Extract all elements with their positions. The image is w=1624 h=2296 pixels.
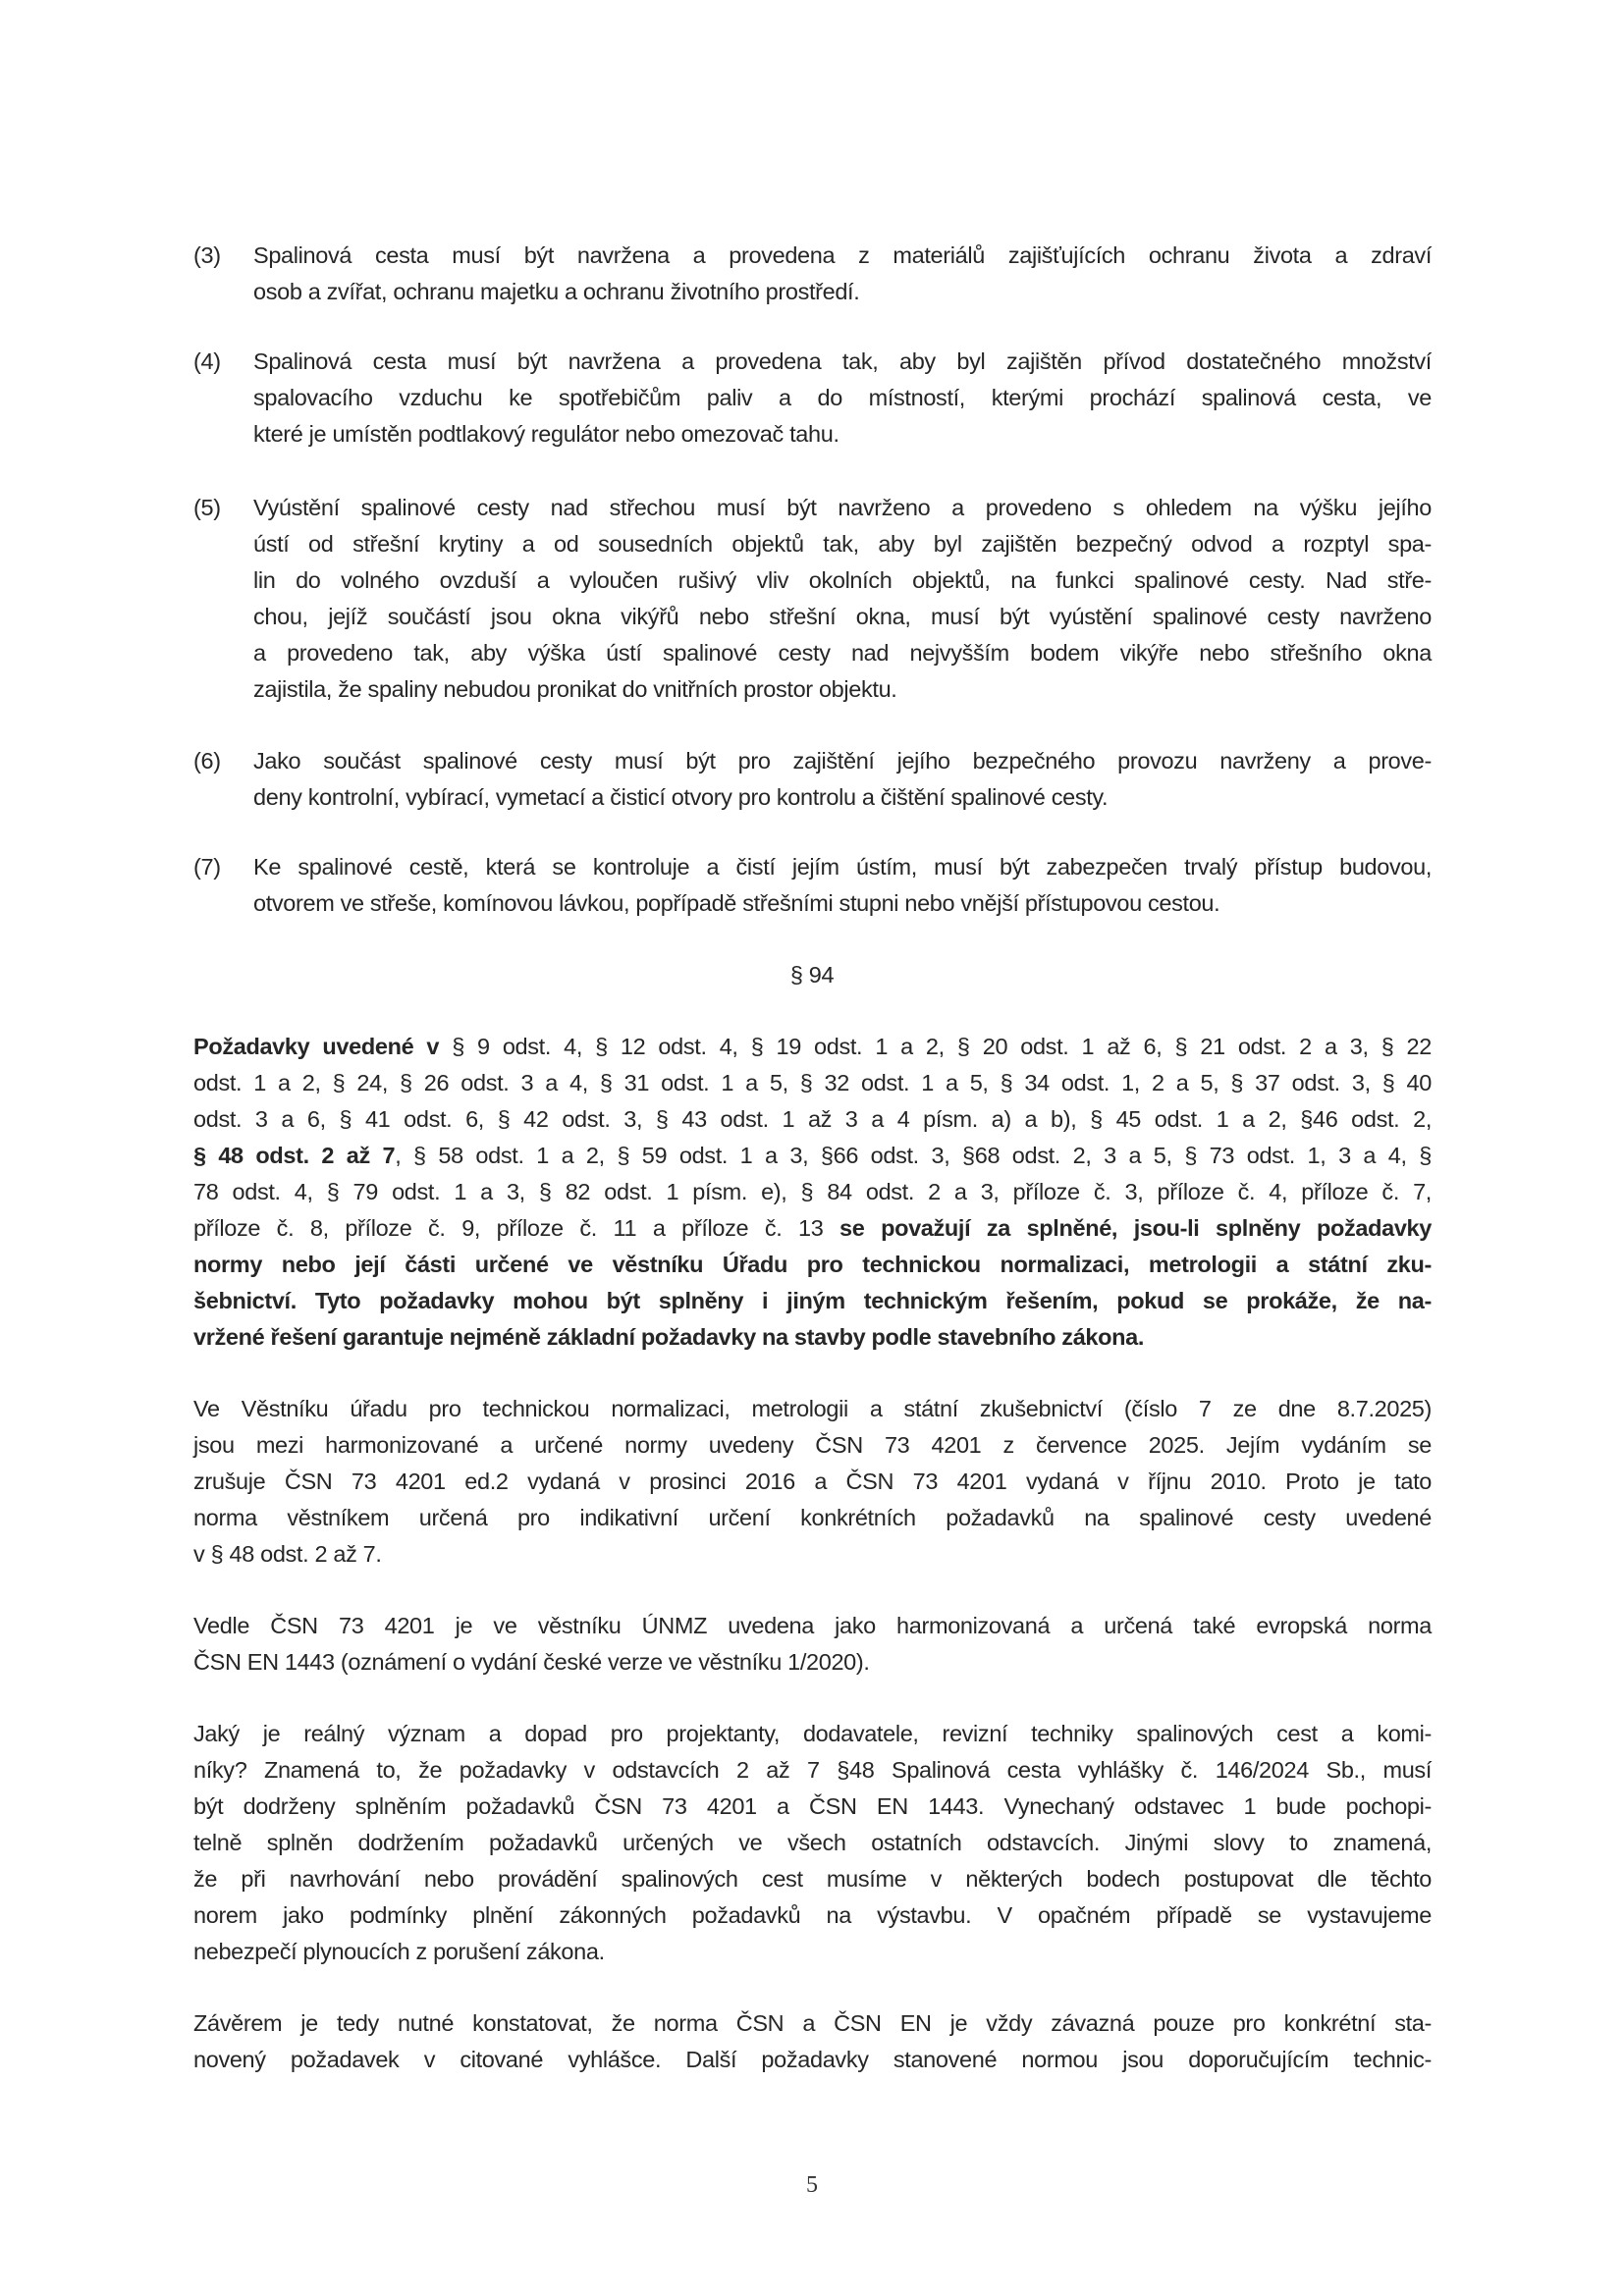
text-line — [193, 1213, 1432, 1243]
text-line — [193, 1032, 1432, 1061]
text-line: deny kontrolní, vybírací, vymetací a čisticí otvory pro kontrolu a čištění spalinové cesty. — [253, 784, 1109, 810]
text-line: Jako součást spalinové cesty musí být pro zajištění jejího bezpečného provozu navrženy a prove- — [253, 748, 1432, 774]
text-line: telně splněn dodržením požadavků určených ve všech ostatních odstavcích. Jinými slovy to znamená, — [193, 1830, 1432, 1855]
text-line: že při navrhování nebo provádění spalinových cest musíme v některých bodech postupovat dle těchto — [193, 1866, 1432, 1892]
text-line: zrušuje ČSN 73 4201 ed.2 vydaná v prosinci 2016 a ČSN 73 4201 vydaná v říjnu 2010. Proto je tato — [193, 1468, 1432, 1494]
bold-text: § 48 odst. 2 až 7 — [193, 1143, 396, 1168]
text-line — [193, 1141, 1432, 1170]
text-line: otvorem ve střeše, komínovou lávkou, popřípadě střešními stupni nebo vnější přístupovou cestou. — [253, 890, 1220, 916]
text-line: Ve Věstníku úřadu pro technickou normalizaci, metrologii a státní zkušebnictví (číslo 7 ze dne 8.7.2025) — [193, 1396, 1432, 1421]
text-line: nebezpečí plynoucích z porušení zákona. — [193, 1939, 605, 1964]
text-line — [193, 1286, 1432, 1315]
text-line: odst. 1 a 2, § 24, § 26 odst. 3 a 4, § 31 odst. 1 a 5, § 32 odst. 1 a 5, § 34 odst. 1, 2 a 5, § 37 odst. 3, § 40 — [193, 1070, 1432, 1095]
item-number: (7) — [193, 854, 221, 880]
text-line: norma věstníkem určená pro indikativní určení konkrétních požadavků na spalinové cesty uvedené — [193, 1505, 1432, 1530]
text-line: odst. 3 a 6, § 41 odst. 6, § 42 odst. 3, § 43 odst. 1 až 3 a 4 písm. a) a b), § 45 odst. 1 a 2, §46 odst. 2, — [193, 1106, 1432, 1132]
text-line: v § 48 odst. 2 až 7. — [193, 1541, 382, 1567]
item-number: (4) — [193, 348, 221, 374]
text-line: zajistila, že spaliny nebudou pronikat do vnitřních prostor objektu. — [253, 676, 897, 702]
item-number: (5) — [193, 495, 221, 520]
text-line: novený požadavek v citované vyhlášce. Další požadavky stanovené normou jsou doporučujícím technic- — [193, 2047, 1432, 2072]
bold-text: šebnictví. Tyto požadavky mohou být splněny i jiným technickým řešením, pokud se prokáže, že na- — [193, 1288, 1432, 1313]
text-line: a provedeno tak, aby výška ústí spalinové cesty nad nejvyšším bodem vikýře nebo střešního okna — [253, 640, 1432, 666]
text-line: být dodrženy splněním požadavků ČSN 73 4201 a ČSN EN 1443. Vynechaný odstavec 1 bude pochopi- — [193, 1793, 1432, 1819]
text-line: Závěrem je tedy nutné konstatovat, že norma ČSN a ČSN EN je vždy závazná pouze pro konkrétní sta- — [193, 2010, 1432, 2036]
item-number: (3) — [193, 242, 221, 268]
text-line: chou, jejíž součástí jsou okna vikýřů nebo střešní okna, musí být vyústění spalinové cesty navrženo — [253, 604, 1432, 629]
text-line: Spalinová cesta musí být navržena a provedena tak, aby byl zajištěn přívod dostatečného množství — [253, 348, 1432, 374]
text-line: které je umístěn podtlakový regulátor nebo omezovač tahu. — [253, 421, 839, 447]
text: , § 58 odst. 1 a 2, § 59 odst. 1 a 3, §66 odst. 3, §68 odst. 2, 3 a 5, § 73 odst. 1, 3 a 4, § — [395, 1143, 1432, 1168]
text-line: spalovacího vzduchu ke spotřebičům paliv a do místností, kterými prochází spalinová cesta, ve — [253, 385, 1432, 410]
bold-text: Požadavky uvedené v — [193, 1034, 440, 1059]
text-line: Spalinová cesta musí být navržena a provedena z materiálů zajišťujících ochranu života a zdraví — [253, 242, 1432, 268]
bold-text: normy nebo její části určené ve věstníku Úřadu pro technickou normalizaci, metrologii a státní zku- — [193, 1252, 1432, 1277]
text-line: níky? Znamená to, že požadavky v odstavcích 2 až 7 §48 Spalinová cesta vyhlášky č. 146/2024 Sb., musí — [193, 1757, 1432, 1783]
text-line: ústí od střešní krytiny a od sousedních objektů tak, aby byl zajištěn bezpečný odvod a rozptyl spa- — [253, 531, 1432, 557]
text-line: lin do volného ovzduší a vyloučen rušivý vliv okolních objektů, na funkci spalinové cesty. Nad stře- — [253, 567, 1432, 593]
item-number: (6) — [193, 748, 221, 774]
text-line — [193, 1250, 1432, 1279]
text-line: osob a zvířat, ochranu majetku a ochranu životního prostředí. — [253, 279, 860, 304]
bold-text: se považují za splněné, jsou-li splněny požadavky — [839, 1215, 1433, 1241]
text-line: Vyústění spalinové cesty nad střechou musí být navrženo a provedeno s ohledem na výšku jejího — [253, 495, 1432, 520]
text-line: ČSN EN 1443 (oznámení o vydání české verze ve věstníku 1/2020). — [193, 1649, 870, 1675]
bold-text: vržené řešení garantuje nejméně základní požadavky na stavby podle stavebního zákona. — [193, 1324, 1145, 1350]
text-line — [193, 1322, 1432, 1352]
text-line: norem jako podmínky plnění zákonných požadavků na výstavbu. V opačném případě se vystavujeme — [193, 1902, 1432, 1928]
page-number: 5 — [806, 2172, 818, 2198]
section-heading: § 94 — [789, 962, 835, 988]
text-line: Jaký je reálný význam a dopad pro projektanty, dodavatele, revizní techniky spalinových cest a komi- — [193, 1721, 1432, 1746]
text-line: 78 odst. 4, § 79 odst. 1 a 3, § 82 odst. 1 písm. e), § 84 odst. 2 a 3, příloze č. 3, příloze č. 4, příloze č. 7, — [193, 1179, 1432, 1204]
text-line: jsou mezi harmonizované a určené normy uvedeny ČSN 73 4201 z července 2025. Jejím vydáním se — [193, 1432, 1432, 1458]
text-line: Ke spalinové cestě, která se kontroluje a čistí jejím ústím, musí být zabezpečen trvalý přístup budovou, — [253, 854, 1432, 880]
text: § 9 odst. 4, § 12 odst. 4, § 19 odst. 1 a 2, § 20 odst. 1 až 6, § 21 odst. 2 a 3, § 22 — [439, 1034, 1432, 1059]
text: příloze č. 8, příloze č. 9, příloze č. 11 a příloze č. 13 — [193, 1215, 840, 1241]
text-line: Vedle ČSN 73 4201 je ve věstníku ÚNMZ uvedena jako harmonizovaná a určená také evropská norma — [193, 1613, 1432, 1638]
